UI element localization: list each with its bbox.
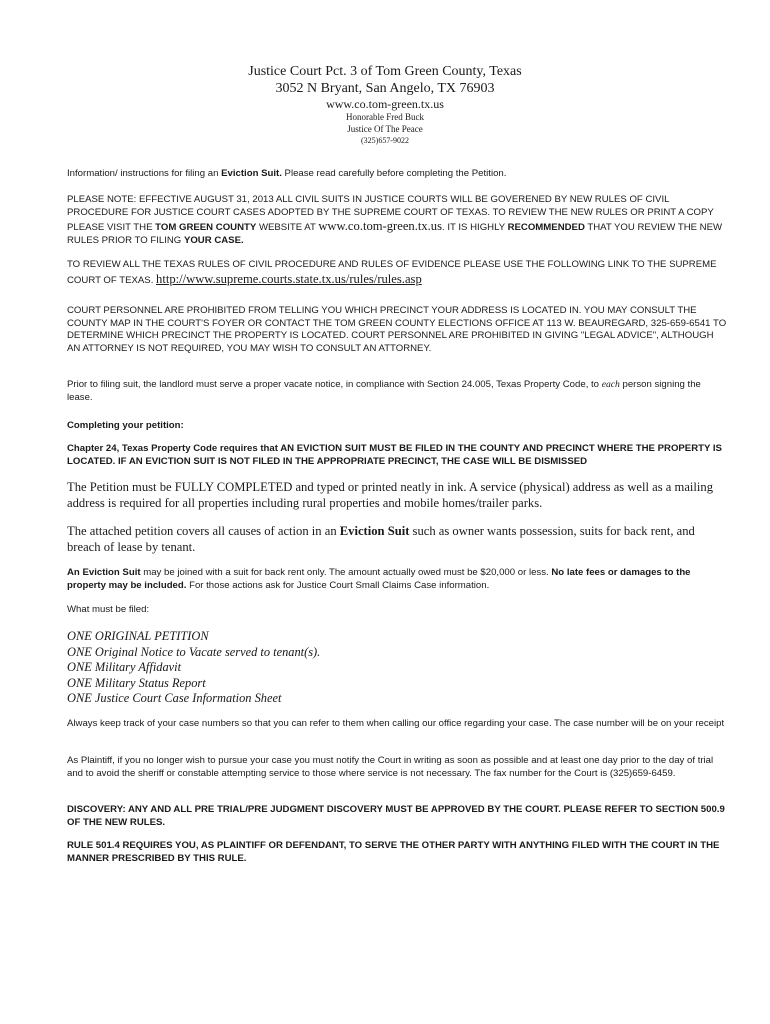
plaintiff-withdrawal-paragraph: As Plaintiff, if you no longer wish to pursue your case you must notify the Court in writing as soon as possible and at least one day prior to the day of trial and to avoid the sheriff or constable attempting service to those where service is not necessary. The fax number for the Court is (325)659-6459. [67, 755, 714, 779]
supreme-court-rules-link[interactable]: http://www.supreme.courts.state.tx.us/rules/rules.asp [156, 272, 422, 287]
completing-petition-heading: Completing your petition: [67, 420, 184, 431]
intro-paragraph: Information/ instructions for filing an Eviction Suit. Please read carefully before completing the Petition. [67, 168, 507, 179]
attached-petition-paragraph: The attached petition covers all causes of action in an Eviction Suit such as owner wants possession, suits for back rent, and breach of lease by tenant. [67, 524, 695, 554]
personnel-notice: COURT PERSONNEL ARE PROHIBITED FROM TELLING YOU WHICH PRECINCT YOUR ADDRESS IS LOCATED IN. YOU MAY CONSULT THE COUNTY MAP IN THE COURT'S FOYER OR CONTACT THE TOM GREEN COUNTY ELECTIONS OFFICE AT 113 W. BEAUREGARD, 325-659-6541 TO DETERMINE WHICH PRECINCT THE PROPERTY IS LOCATED. COURT PERSONNEL ARE PROHIBITED IN GIVING "LEGAL ADVICE", ALTHOUGH AN ATTORNEY IS NOT REQUIRED, YOU MAY WISH TO CONSULT AN ATTORNEY. [67, 305, 727, 354]
list-item: ONE Justice Court Case Information Sheet [67, 691, 282, 706]
case-numbers-paragraph: Always keep track of your case numbers so that you can refer to them when calling our office regarding your case. The case number will be on your receipt [67, 718, 725, 729]
filing-checklist [67, 629, 320, 707]
court-website: www.co.tom-green.tx.us [326, 97, 444, 111]
judge-title: Justice Of The Peace [347, 124, 423, 134]
eviction-suit-label: Eviction Suit. [221, 168, 282, 179]
what-must-be-filed-heading: What must be filed: [67, 604, 150, 615]
court-address: 3052 N Bryant, San Angelo, TX 76903 [275, 81, 495, 96]
discovery-notice: DISCOVERY: ANY AND ALL PRE TRIAL/PRE JUDGMENT DISCOVERY MUST BE APPROVED BY THE COURT. PLEASE REFER TO SECTION 500.9 OF THE NEW RULES. [67, 804, 725, 828]
list-item: ONE Military Status Report [67, 675, 206, 690]
rule-501-notice: RULE 501.4 REQUIRES YOU, AS PLAINTIFF OR DEFENDANT, TO SERVE THE OTHER PARTY WITH ANYTHING FILED WITH THE COURT IN THE MANNER PRESCRIBED BY THIS RULE. [67, 840, 720, 864]
new-rules-notice: PLEASE NOTE: EFFECTIVE AUGUST 31, 2013 ALL CIVIL SUITS IN JUSTICE COURTS WILL BE GOVERENED BY NEW RULES OF CIVIL PROCEDURE FOR JUSTICE COURT CASES ADOPTED BY THE SUPREME COURT OF TEXAS. TO REVIEW THE NEW RULES OR PRINT A COPY PLEASE VISIT THE TOM GREEN COUNTY WEBSITE AT www.co.tom-green.tx.us. IT IS HIGHLY RECOMMENDED THAT YOU REVIEW THE NEW RULES PRIOR TO FILING YOUR CASE. [67, 194, 723, 247]
court-name: Justice Court Pct. 3 of Tom Green County, Texas [248, 64, 522, 79]
list-item: ONE ORIGINAL PETITION [67, 629, 209, 643]
list-item: ONE Military Affidavit [67, 660, 182, 675]
county-website-link[interactable]: www.co.tom-green.tx.us [318, 218, 443, 233]
court-phone: (325)657-9022 [361, 136, 409, 145]
back-rent-paragraph: An Eviction Suit may be joined with a suit for back rent only. The amount actually owed must be $20,000 or less. No late fees or damages to the property may be included. For those actions ask for Justice Court Small Claims Case information. [67, 567, 691, 591]
petition-requirements: The Petition must be FULLY COMPLETED and typed or printed neatly in ink. A service (physical) address as well as a mailing address is required for all properties including rural properties and mobile homes/trailer parks. [67, 480, 714, 510]
rules-link-paragraph: TO REVIEW ALL THE TEXAS RULES OF CIVIL PROCEDURE AND RULES OF EVIDENCE PLEASE USE THE FOLLOWING LINK TO THE SUPREME COURT OF TEXAS. http://www.supreme.courts.state.tx.us/rules/rules.asp [67, 259, 717, 287]
judge-name: Honorable Fred Buck [346, 112, 424, 122]
vacate-notice-paragraph: Prior to filing suit, the landlord must serve a proper vacate notice, in compliance with Section 24.005, Texas Property Code, to each person signing the lease. [67, 379, 701, 403]
list-item: ONE Original Notice to Vacate served to tenant(s). [67, 644, 321, 659]
chapter-24-paragraph: Chapter 24, Texas Property Code requires that AN EVICTION SUIT MUST BE FILED IN THE COUNTY AND PRECINCT WHERE THE PROPERTY IS LOCATED. IF AN EVICTION SUIT IS NOT FILED IN THE APPROPRIATE PRECINCT, THE CASE WILL BE DISMISSED [67, 443, 722, 467]
